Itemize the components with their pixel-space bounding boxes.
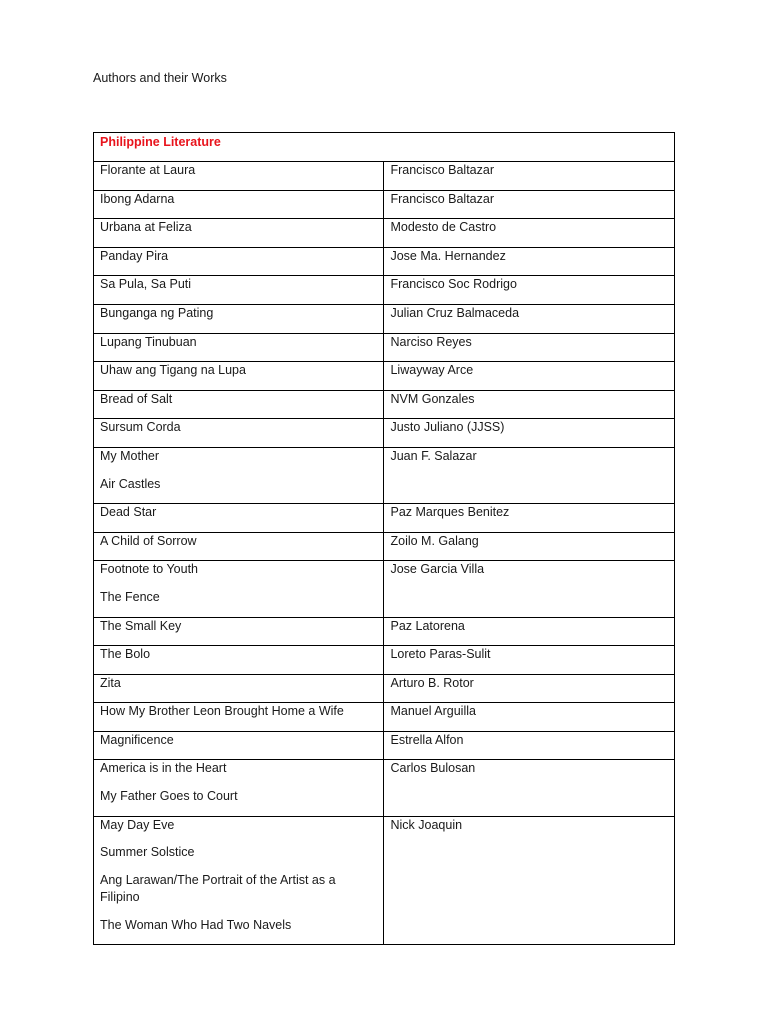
author-cell: [384, 247, 675, 276]
work-title: How My Brother Leon Brought Home a Wife: [100, 704, 344, 719]
author-cell: [384, 362, 675, 391]
author-cell: [384, 162, 675, 191]
work-title: My Mother: [100, 448, 160, 463]
work-cell: [94, 276, 384, 305]
table-row: [94, 674, 675, 703]
author-name: Julian Cruz Balmaceda: [390, 305, 520, 320]
table-row: [94, 561, 675, 617]
work-cell: [94, 703, 384, 732]
work-title: Urbana at Feliza: [100, 220, 192, 235]
table-row: [94, 419, 675, 448]
work-title: A Child of Sorrow: [100, 533, 197, 548]
author-name: Jose Garcia Villa: [390, 562, 485, 577]
work-cell: [94, 162, 384, 191]
table-row: [94, 617, 675, 646]
work-cell: [94, 304, 384, 333]
author-cell: [384, 703, 675, 732]
table-row: [94, 447, 675, 503]
author-name: Paz Marques Benitez: [390, 505, 510, 520]
table-row: [94, 247, 675, 276]
author-cell: [384, 816, 675, 945]
table-row: [94, 760, 675, 816]
author-name: Narciso Reyes: [390, 334, 472, 349]
work-cell: [94, 760, 384, 816]
table-row: [94, 504, 675, 533]
author-name: Nick Joaquin: [390, 817, 463, 832]
author-name: Paz Latorena: [390, 618, 465, 633]
work-title: Panday Pira: [100, 248, 169, 263]
document-title: Authors and their Works: [93, 71, 227, 85]
author-cell: [384, 731, 675, 760]
author-name: Francisco Baltazar: [390, 191, 494, 206]
table-header-cell: [94, 133, 675, 162]
table-body: [94, 133, 675, 945]
author-name: Juan F. Salazar: [390, 448, 477, 463]
table-row: [94, 219, 675, 248]
work-title: Zita: [100, 675, 121, 690]
work-title: My Father Goes to Court: [100, 789, 238, 804]
author-name: Arturo B. Rotor: [390, 675, 474, 690]
work-cell: [94, 561, 384, 617]
author-name: Francisco Baltazar: [390, 163, 494, 177]
author-cell: [384, 419, 675, 448]
work-cell: [94, 504, 384, 533]
work-cell: [94, 247, 384, 276]
work-title: Dead Star: [100, 505, 157, 520]
table-row: [94, 190, 675, 219]
work-title: Air Castles: [100, 476, 161, 491]
author-cell: [384, 760, 675, 816]
table-row: [94, 304, 675, 333]
work-cell: [94, 362, 384, 391]
work-title: Bread of Salt: [100, 391, 173, 406]
work-title: Lupang Tinubuan: [100, 334, 197, 349]
work-cell: [94, 731, 384, 760]
author-name: Liwayway Arce: [390, 363, 474, 378]
work-cell: [94, 646, 384, 675]
author-name: Manuel Arguilla: [390, 704, 476, 719]
work-title: The Woman Who Had Two Navels: [100, 917, 292, 932]
author-name: Carlos Bulosan: [390, 761, 476, 776]
author-name: Modesto de Castro: [390, 220, 497, 235]
table-header-label: Philippine Literature: [100, 135, 221, 149]
work-title: Summer Solstice: [100, 845, 195, 860]
work-cell: [94, 333, 384, 362]
work-cell: [94, 816, 384, 945]
author-name: Justo Juliano (JJSS): [390, 420, 505, 435]
table-row: [94, 390, 675, 419]
work-title: Uhaw ang Tigang na Lupa: [100, 363, 246, 378]
work-title: Magnificence: [100, 732, 174, 747]
table-row: [94, 731, 675, 760]
work-title: The Bolo: [100, 647, 151, 662]
author-cell: [384, 304, 675, 333]
work-title: Footnote to Youth: [100, 562, 199, 577]
literature-table: [93, 132, 675, 945]
work-cell: [94, 390, 384, 419]
work-title: Sursum Corda: [100, 420, 181, 435]
author-cell: [384, 276, 675, 305]
author-name: Estrella Alfon: [390, 732, 464, 747]
author-cell: [384, 674, 675, 703]
table-row: [94, 646, 675, 675]
author-cell: [384, 532, 675, 561]
work-title: Ibong Adarna: [100, 191, 175, 206]
author-cell: [384, 646, 675, 675]
author-name: Francisco Soc Rodrigo: [390, 277, 517, 292]
work-title: The Fence: [100, 589, 160, 604]
author-cell: [384, 390, 675, 419]
work-cell: [94, 532, 384, 561]
work-cell: [94, 447, 384, 503]
table-row: [94, 362, 675, 391]
work-title: America is in the Heart: [100, 761, 227, 776]
table-row: [94, 276, 675, 305]
work-cell: [94, 219, 384, 248]
table-row: [94, 162, 675, 191]
author-cell: [384, 504, 675, 533]
table-row: [94, 703, 675, 732]
work-title: Ang Larawan/The Portrait of the Artist as a Filipino: [100, 872, 336, 905]
work-title: May Day Eve: [100, 817, 175, 832]
author-cell: [384, 617, 675, 646]
work-title: Bunganga ng Pating: [100, 305, 214, 320]
table-row: [94, 532, 675, 561]
author-cell: [384, 447, 675, 503]
table-header-row: [94, 133, 675, 162]
work-cell: [94, 617, 384, 646]
table-row: [94, 816, 675, 945]
work-title: The Small Key: [100, 618, 182, 633]
table-row: [94, 333, 675, 362]
author-cell: [384, 219, 675, 248]
author-cell: [384, 333, 675, 362]
author-cell: [384, 561, 675, 617]
work-cell: [94, 674, 384, 703]
work-title: Florante at Laura: [100, 163, 196, 177]
author-name: Loreto Paras-Sulit: [390, 647, 491, 662]
work-title: Sa Pula, Sa Puti: [100, 277, 192, 292]
work-cell: [94, 419, 384, 448]
author-name: Zoilo M. Galang: [390, 533, 479, 548]
author-name: NVM Gonzales: [390, 391, 475, 406]
author-name: Jose Ma. Hernandez: [390, 248, 506, 263]
author-cell: [384, 190, 675, 219]
work-cell: [94, 190, 384, 219]
